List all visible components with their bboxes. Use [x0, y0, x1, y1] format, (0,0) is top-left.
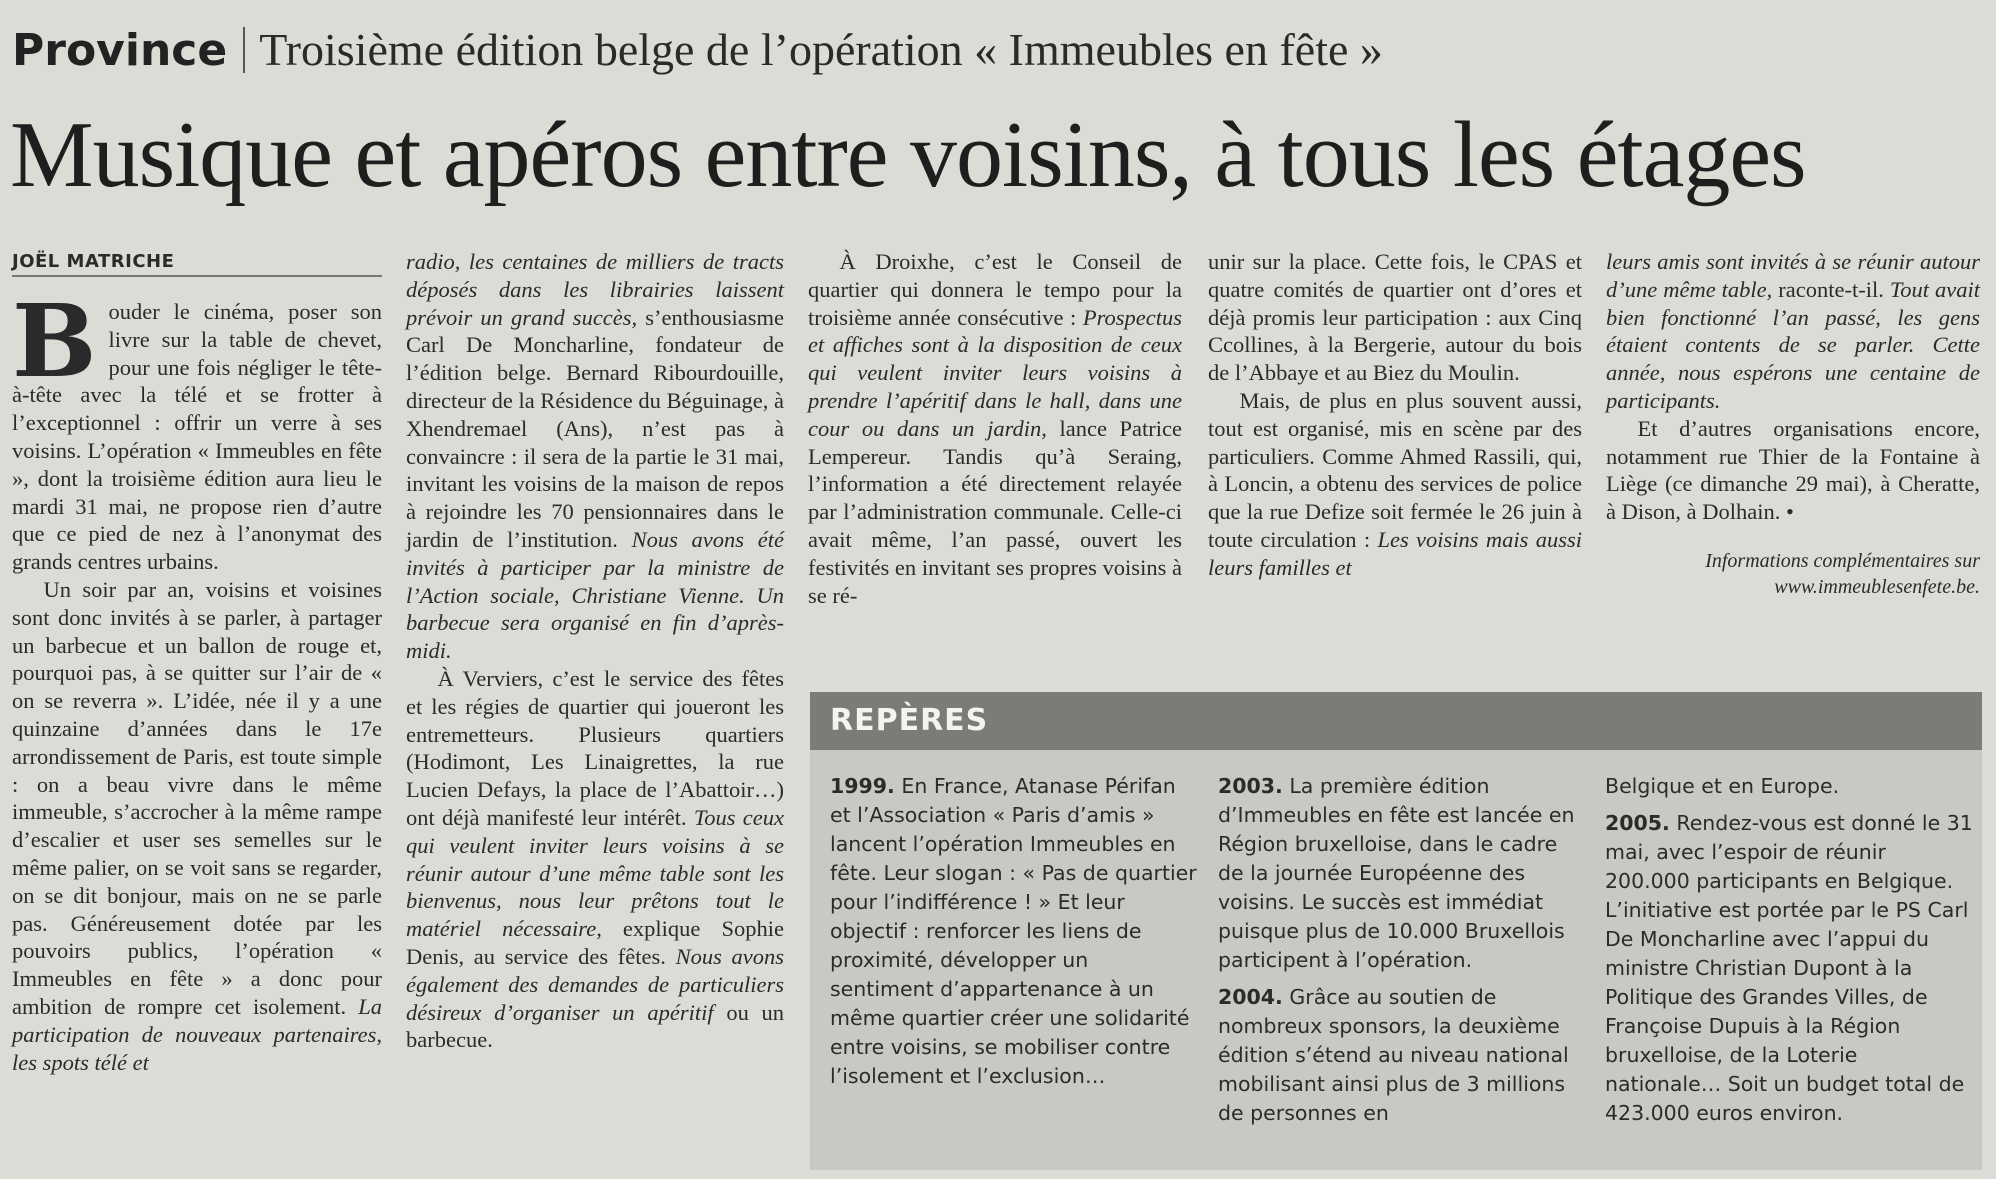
timeline-text: Belgique et en Europe.	[1605, 774, 1840, 798]
timeline-year: 1999.	[830, 774, 895, 798]
timeline-entry	[1605, 772, 1973, 801]
paragraph-quote: Prospectus et affiches sont à la disposition de ceux qui veulent inviter leurs voisins à prendre l’apéritif dans le hall, dans une cour ou dans un jardin,	[808, 304, 1182, 441]
paragraph	[406, 248, 784, 665]
timeline-text: Grâce au soutien de nombreux sponsors, la deuxième édition s’étend au niveau national mobilisant ainsi plus de 3 millions de personnes en	[1218, 985, 1569, 1125]
timeline-entry	[1605, 809, 1973, 1128]
timeline-text: Rendez-vous est donné le 31 mai, avec l’espoir de réunir 200.000 participants en Belgique. L’initiative est portée par le PS Carl De Moncharline avec l’appui du ministre Christian Dupont à la Politique des Grandes Villes, de Françoise Dupuis à la Région bruxelloise, de la Loterie nationale… Soit un budget total de 423.000 euros environ.	[1605, 811, 1973, 1125]
paragraph-text: À Droixhe, c’est le Conseil de quartier qui donnera le tempo pour la troisième année consécutive :	[808, 249, 1182, 330]
paragraph-quote: radio, les centaines de milliers de tracts déposés dans les librairies laissent prévoir un grand succès,	[406, 249, 784, 330]
paragraph-text: raconte-t-il.	[1778, 276, 1884, 302]
timeline-year: 2004.	[1218, 985, 1283, 1009]
paragraph	[12, 282, 382, 576]
byline: JOËL MATRICHE	[12, 251, 382, 277]
paragraph-quote: La participation de nouveaux partenaires, les spots télé et	[12, 993, 382, 1075]
paragraph-quote: Nous avons également des demandes de particuliers désireux d’organiser un apéritif	[406, 943, 784, 1025]
paragraph-quote: Nous avons été invités à participer par la ministre de l’Action sociale, Christiane Vienne. Un barbecue sera organisé en fin d’après-midi.	[406, 526, 785, 664]
timeline-year: 2003.	[1218, 774, 1283, 798]
reperes-column-1	[830, 772, 1198, 1099]
column-5	[1606, 248, 1980, 600]
timeline-year: 2005.	[1605, 811, 1670, 835]
kicker-subhead: Troisième édition belge de l’opération « Immeubles en fête »	[259, 24, 1383, 75]
section-label: Province	[12, 25, 228, 76]
paragraph-text: unir sur la place. Cette fois, le CPAS et quatre comités de quartier ont d’ores et déjà promis leur participation : aux Cinq Ccollines, à la Bergerie, autour du bois de l’Abbaye et au Biez du Moulin.	[1208, 249, 1582, 386]
reperes-column-3	[1605, 772, 1973, 1136]
timeline-text: La première édition d’Immeubles en fête est lancée en Région bruxelloise, dans le cadre de la journée Européenne des voisins. Le succès est immédiat puisque plus de 10.000 Bruxellois participent à l’opération.	[1218, 774, 1575, 972]
column-4	[1208, 248, 1582, 582]
headline: Musique et apéros entre voisins, à tous les étages	[10, 103, 1806, 207]
paragraph-quote: Tout avait bien fonctionné l’an passé, les gens étaient contents de se parler. Cette année, nous espérons une centaine de participants.	[1606, 276, 1980, 413]
paragraph-text: Un soir par an, voisins et voisines sont donc invités à se parler, à partager un barbecue et un ballon de rouge et, pourquoi pas, à se quitter sur l’air de « on se reverra ». L’idée, née il y a une quinzaine d’années dans le 17e arrondissement de Paris, est toute simple : on a beau vivre dans le même immeuble, s’accrocher à la même rampe d’escalier et user ses semelles sur le même palier, on se voit sans se regarder, on se dit bonjour, mais on ne se parle pas. Généreusement dotée par les pouvoirs publics, l’opération « Immeubles en fête » a donc pour ambition de rompre cet isolement.	[12, 576, 382, 1019]
paragraph-quote: leurs amis sont invités à se réunir autour d’une même table,	[1606, 249, 1980, 302]
paragraph-quote: Les voisins mais aussi leurs familles et	[1208, 526, 1583, 580]
paragraph	[1606, 415, 1980, 526]
paragraph	[1208, 387, 1582, 582]
paragraph	[12, 576, 382, 1076]
reperes-title: REPÈRES	[810, 692, 1982, 750]
paragraph-text: ou un barbecue.	[406, 999, 784, 1053]
paragraph	[808, 248, 1182, 609]
paragraph-text: s’enthousiasme Carl De Moncharline, fondateur de l’édition belge. Bernard Ribourdouille, directeur de la Résidence du Béguinage, à Xhendremael (Ans), n’est pas à convaincre : il sera de la partie le 31 mai, invitant les voisins de la maison de repos à rejoindre les 70 pensionnaires dans le jardin de l’institution.	[406, 304, 784, 552]
timeline-entry	[1218, 772, 1586, 975]
paragraph	[406, 665, 784, 1054]
drop-cap: B	[12, 282, 97, 400]
article-kicker	[12, 22, 1383, 79]
reperes-box	[810, 692, 1982, 1170]
timeline-entry	[1218, 983, 1586, 1128]
column-1	[12, 282, 382, 1076]
paragraph	[1606, 248, 1980, 415]
reperes-column-2	[1218, 772, 1586, 1136]
paragraph-text: explique Sophie Denis, au service des fêtes.	[406, 916, 784, 969]
column-3	[808, 248, 1182, 609]
paragraph-text: Et d’autres organisations encore, notamment rue Thier de la Fontaine à Liège (ce dimanche 29 mai), à Cheratte, à Dison, à Dolhain. •	[1606, 415, 1980, 525]
paragraph-text: Mais, de plus en plus souvent aussi, tout est organisé, mis en scène par des particuliers. Comme Ahmed Rassili, qui, à Loncin, a obtenu des services de police que la rue Defize soit fermée le 26 juin à toute circulation :	[1208, 387, 1582, 552]
more-info-note: Informations complémentaires sur www.immeublesenfete.be.	[1705, 549, 1980, 598]
column-2	[406, 248, 784, 1054]
paragraph-text: À Verviers, c’est le service des fêtes et les régies de quartier qui joueront les entremetteurs. Plusieurs quartiers (Hodimont, Les Linaigrettes, la rue Lucien Defays, la place de l’Abattoir…) ont déjà manifesté leur intérêt.	[406, 665, 784, 830]
paragraph	[1208, 248, 1582, 387]
paragraph-text: lance Patrice Lempereur. Tandis qu’à Seraing, l’information a été directement relayée par l’administration communale. Celle-ci avait même, l’an passé, ouvert les festivités en invitant ses propres voisins à se ré-	[808, 415, 1182, 608]
kicker-divider	[243, 27, 245, 73]
paragraph-quote: Tous ceux qui veulent inviter leurs voisins à se réunir autour d’une même table sont les bienvenus, nous leur prêtons tout le matériel nécessaire,	[406, 804, 784, 942]
timeline-text: En France, Atanase Périfan et l’Association « Paris d’amis » lancent l’opération Immeubles en fête. Leur slogan : « Pas de quartier pour l’indifférence ! » Et leur objectif : renforcer les liens de proximité, développer un sentiment d’appartenance à un même quartier créer une solidarité entre voisins, se mobiliser contre l’isolement et l’exclusion…	[830, 774, 1197, 1088]
timeline-entry	[830, 772, 1198, 1091]
paragraph-text: ouder le cinéma, poser son livre sur la table de chevet, pour une fois négliger le tête-à-tête avec la télé et se frotter à l’exceptionnel : offrir un verre à ses voisins. L’opération « Immeubles en fête », dont la troisième édition aura lieu le mardi 31 mai, ne propose rien d’autre que ce pied de nez à l’anonymat des grands centres urbains.	[12, 299, 382, 575]
